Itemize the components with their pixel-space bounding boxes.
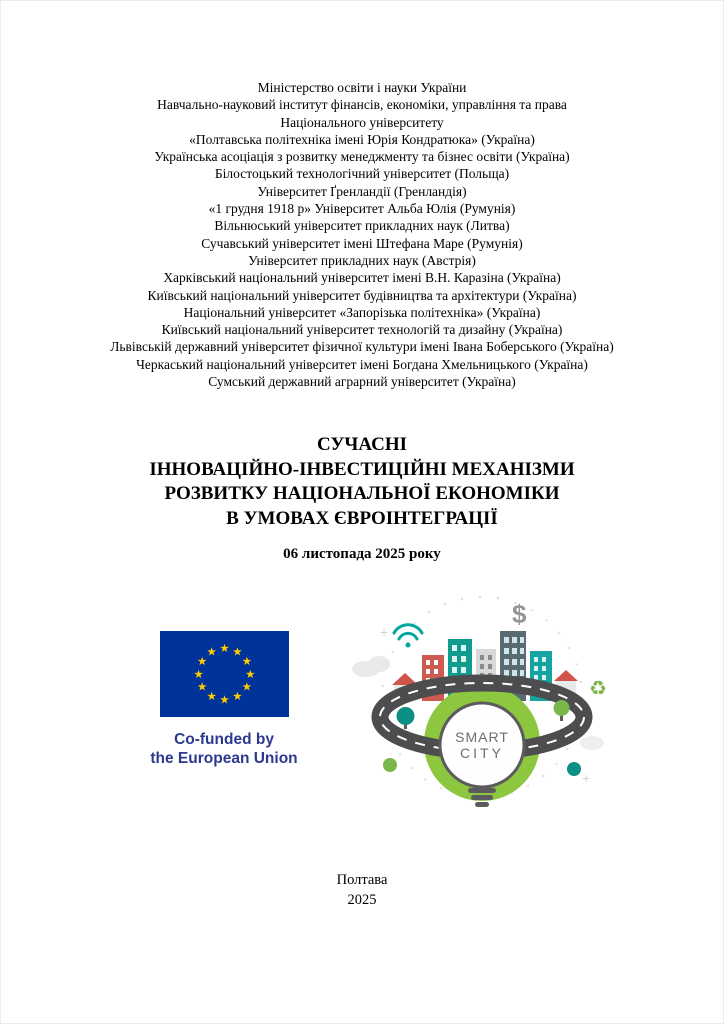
svg-text:★: ★ <box>218 694 230 707</box>
imprint <box>1 870 723 910</box>
imprint-city: Полтава <box>336 872 388 888</box>
institution-line: «1 грудня 1918 р» Університет Альба Юлія (Румунія) <box>208 201 516 217</box>
eu-cofunded-label <box>136 730 312 768</box>
title-line: ІННОВАЦІЙНО-ІНВЕСТИЦІЙНІ МЕХАНІЗМИ <box>149 458 575 480</box>
institution-line: Міністерство освіти і науки України <box>257 80 467 95</box>
institution-line: Вільнюський університет прикладних наук (Литва) <box>214 218 510 234</box>
conference-date: 06 листопада 2025 року <box>283 546 441 562</box>
eu-cofunded-label-line1: Co-funded by <box>174 731 274 748</box>
svg-text:★: ★ <box>193 668 204 681</box>
cloud-icon <box>580 736 604 750</box>
svg-text:★: ★ <box>241 655 252 668</box>
institutions-list <box>1 79 723 390</box>
eu-cofunded-logo <box>136 631 312 768</box>
institution-line: Харківський національний університет імені В.Н. Каразіна (Україна) <box>163 270 561 286</box>
dollar-icon: $ <box>512 599 527 629</box>
recycle-icon: ♻ <box>589 678 607 700</box>
svg-text:★: ★ <box>196 655 207 668</box>
institution-line: Львівській державний університет фізичної культури імені Івана Боберського (Україна) <box>110 339 614 355</box>
svg-text:+: + <box>380 624 389 640</box>
institution-line: Університет Ґренландії (Гренландія) <box>257 183 467 199</box>
institution-line: Київський національний університет технологій та дизайну (Україна) <box>161 322 563 338</box>
smart-city-illustration <box>346 593 618 813</box>
institution-line: Навчально-науковий інститут фінансів, економіки, управління та права <box>157 97 567 113</box>
institution-line: «Полтавська політехніка імені Юрія Кондратюка» (Україна) <box>189 131 535 147</box>
svg-text:★: ★ <box>205 691 217 704</box>
institution-line: Національний університет «Запорізька політехніка» (Україна) <box>183 304 541 320</box>
svg-text:★: ★ <box>218 643 230 656</box>
institution-line: Національного університету <box>280 114 444 130</box>
wifi-icon <box>394 625 422 648</box>
smart-city-label-line1: SMART <box>455 729 509 745</box>
svg-text:+: + <box>582 770 591 786</box>
smart-city-label-line2: CITY <box>460 745 504 761</box>
imprint-year: 2025 <box>347 892 377 908</box>
conference-title <box>1 433 723 531</box>
svg-text:★: ★ <box>205 646 217 659</box>
institution-line: Сучавський університет імені Штефана Маре (Румунія) <box>201 235 523 251</box>
institution-line: Київський національний університет будівництва та архітектури (Україна) <box>147 287 577 303</box>
svg-text:★: ★ <box>231 646 243 659</box>
institution-line: Черкаський національний університет імені Богдана Хмельницького (Україна) <box>136 356 588 372</box>
svg-text:★: ★ <box>196 681 207 694</box>
svg-text:★: ★ <box>241 681 252 694</box>
cloud-icon <box>352 656 390 677</box>
institution-line: Українська асоціація з розвитку менеджменту та бізнес освіти (Україна) <box>154 149 570 165</box>
title-line: РОЗВИТКУ НАЦІОНАЛЬНОЇ ЕКОНОМІКИ <box>164 483 560 504</box>
eu-flag <box>160 631 289 717</box>
title-line: В УМОВАХ ЄВРОІНТЕГРАЦІЇ <box>226 507 498 529</box>
institution-line: Університет прикладних наук (Австрія) <box>248 252 476 268</box>
eu-cofunded-label-line2: the European Union <box>150 750 298 767</box>
institution-line: Сумський державний аграрний університет (Україна) <box>208 374 516 390</box>
svg-text:★: ★ <box>244 668 255 681</box>
svg-text:★: ★ <box>231 691 243 704</box>
title-line: СУЧАСНІ <box>316 434 408 455</box>
institution-line: Білостоцький технологічний університет (Польща) <box>214 166 510 182</box>
